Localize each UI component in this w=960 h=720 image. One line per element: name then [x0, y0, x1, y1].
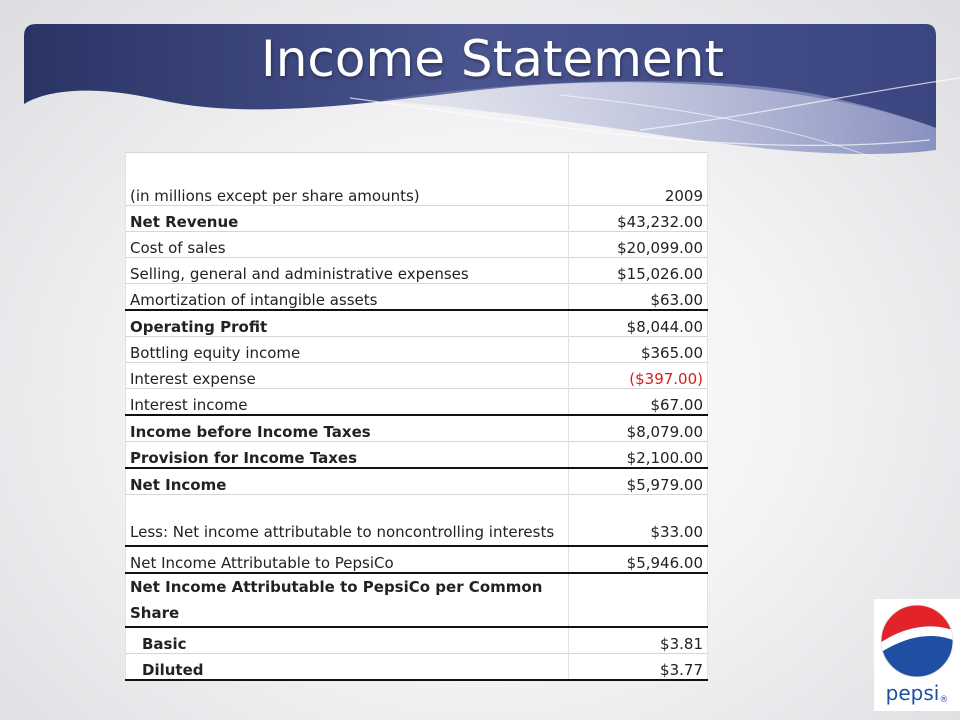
table-row [126, 206, 708, 232]
logo-wordmark [878, 681, 956, 705]
row-value [569, 573, 708, 627]
row-value: $8,079.00 [569, 415, 708, 442]
row-label: Net Income Attributable to PepsiCo [126, 546, 569, 573]
table-row [126, 546, 708, 573]
row-value: $5,979.00 [569, 468, 708, 495]
table-row [126, 310, 708, 337]
table-row [126, 627, 708, 654]
logo-text: pepsi [885, 681, 940, 705]
table-row [126, 573, 708, 627]
row-value: $5,946.00 [569, 546, 708, 573]
row-label: Cost of sales [126, 232, 569, 258]
table-row [126, 337, 708, 363]
table-row [126, 495, 708, 547]
table-row [126, 363, 708, 389]
row-value: $2,100.00 [569, 442, 708, 469]
row-value: $15,026.00 [569, 258, 708, 284]
header-year: 2009 [569, 153, 708, 206]
page-title: Income Statement [261, 30, 724, 88]
row-label: Net Income [126, 468, 569, 495]
row-value: $8,044.00 [569, 310, 708, 337]
row-label: Net Revenue [126, 206, 569, 232]
table-row [126, 415, 708, 442]
row-label: Interest income [126, 389, 569, 416]
row-label: Net Income Attributable to PepsiCo per Common Share [126, 573, 569, 627]
row-value-negative: ($397.00) [569, 363, 708, 389]
table-row [126, 389, 708, 416]
income-statement-table [125, 152, 708, 681]
table-row [126, 468, 708, 495]
table-header-row [126, 153, 708, 206]
row-value: $20,099.00 [569, 232, 708, 258]
row-label: Operating Profit [126, 310, 569, 337]
table-row [126, 654, 708, 681]
row-value: $3.81 [569, 627, 708, 654]
pepsi-logo [874, 599, 960, 711]
logo-registered: ® [939, 695, 949, 705]
row-value: $43,232.00 [569, 206, 708, 232]
row-label: Bottling equity income [126, 337, 569, 363]
row-value: $365.00 [569, 337, 708, 363]
row-value: $63.00 [569, 284, 708, 311]
row-label: Less: Net income attributable to noncontrolling interests [126, 495, 569, 547]
header-label: (in millions except per share amounts) [126, 153, 569, 206]
table-row [126, 232, 708, 258]
row-label: Income before Income Taxes [126, 415, 569, 442]
row-label: Basic [126, 627, 569, 654]
row-label: Selling, general and administrative expenses [126, 258, 569, 284]
row-label: Interest expense [126, 363, 569, 389]
row-label: Diluted [126, 654, 569, 681]
row-value: $3.77 [569, 654, 708, 681]
row-value: $67.00 [569, 389, 708, 416]
table-row [126, 442, 708, 469]
table-row [126, 258, 708, 284]
row-label: Amortization of intangible assets [126, 284, 569, 311]
table-row [126, 284, 708, 311]
row-label: Provision for Income Taxes [126, 442, 569, 469]
pepsi-globe-icon [874, 599, 960, 685]
row-value: $33.00 [569, 495, 708, 547]
